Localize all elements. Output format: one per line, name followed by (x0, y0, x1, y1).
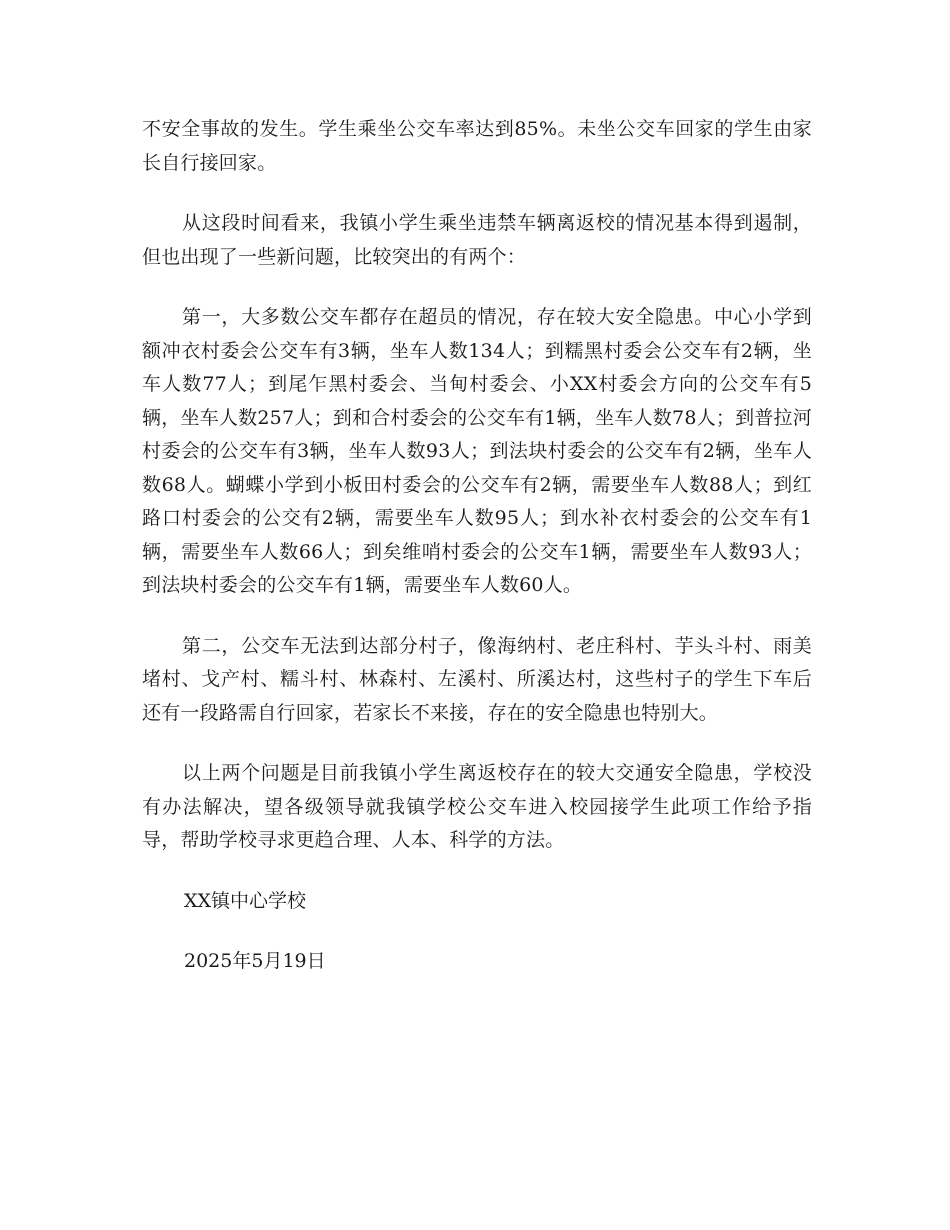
paragraph-problem-one: 第一，大多数公交车都存在超员的情况，存在较大安全隐患。中心小学到额冲衣村委会公交车有3辆，坐车人数134人；到糯黑村委会公交车有2辆，坐车人数77人；到尾乍黑村委会、当甸村委会、小XX村委会方向的公交车有5辆，坐车人数257人；到和合村委会的公交车有1辆，坐车人数78人；到普拉河村委会的公交车有3辆，坐车人数93人；到法块村委会的公交车有2辆，坐车人数68人。蝴蝶小学到小板田村委会的公交车有2辆，需要坐车人数88人；到红路口村委会的公交有2辆，需要坐车人数95人；到水补衣村委会的公交车有1辆，需要坐车人数66人；到矣维哨村委会的公交车1辆，需要坐车人数93人；到法块村委会的公交车有1辆，需要坐车人数60人。 (142, 306, 812, 596)
paragraph-problem-two: 第二，公交车无法到达部分村子，像海纳村、老庄科村、芋头斗村、雨美堵村、戈产村、糯斗村、林森村、左溪村、所溪达村，这些村子的学生下车后还有一段路需自行回家，若家长不来接，存在的安全隐患也特别大。 (142, 634, 812, 724)
paragraph-request: 以上两个问题是目前我镇小学生离返校存在的较大交通安全隐患，学校没有办法解决，望各级领导就我镇学校公交车进入校园接学生此项工作给予指导，帮助学校寻求更趋合理、人本、科学的方法。 (142, 762, 812, 851)
paragraph-intro-continued: 不安全事故的发生。学生乘坐公交车率达到85%。未坐公交车回家的学生由家长自行接回家。 (142, 118, 812, 174)
paragraph-summary: 从这段时间看来，我镇小学生乘坐违禁车辆离返校的情况基本得到遏制，但也出现了一些新问题，比较突出的有两个： (142, 212, 812, 268)
signature-date: 2025年5月19日 (184, 950, 326, 972)
signature-organization: XX镇中心学校 (184, 889, 307, 912)
document-page (142, 113, 812, 979)
